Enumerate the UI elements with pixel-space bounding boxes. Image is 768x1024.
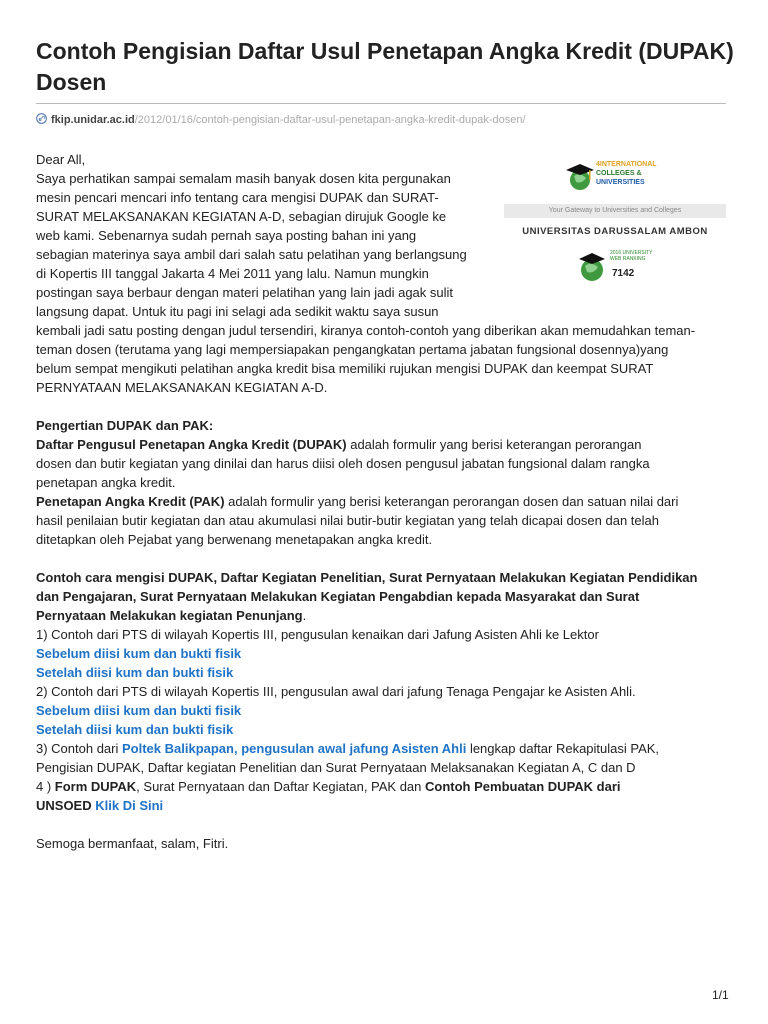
link-after-fill-2[interactable]: Setelah diisi kum dan bukti fisik [36, 722, 234, 737]
intro-line: SURAT MELAKSANAKAN KEGIATAN A-D, sebagian dirujuk Google ke [36, 209, 447, 224]
university-name: UNIVERSITAS DARUSSALAM AMBON [522, 226, 708, 237]
link-before-fill-1[interactable]: Sebelum diisi kum dan bukti fisik [36, 646, 242, 661]
intro-line: sebagian materinya saya ambil dari salah satu pelatihan yang berlangsung [36, 247, 467, 262]
source-path: /2012/01/16/contoh-pengisian-daftar-usul-penetapan-angka-kredit-dupak-dosen/ [134, 114, 526, 126]
example-item-1: 1) Contoh dari PTS di wilayah Kopertis III, pengusulan kenaikan dari Jafung Asisten Ahli ke Lektor [36, 627, 599, 642]
intro-line: postingan saya berbaur dengan materi pelatihan yang lain jadi agak sulit [36, 285, 454, 300]
example-item-4: 4 ) Form DUPAK, Surat Pernyataan dan Daftar Kegiatan, PAK dan Contoh Pembuatan DUPAK dari [36, 779, 621, 794]
intro-line: mesin pencari mencari info tentang cara mengisi DUPAK dan SURAT- [36, 190, 439, 205]
dupak-definition-line: penetapan angka kredit. [36, 475, 176, 490]
title-divider [36, 103, 726, 104]
intro-line: teman dosen (terutama yang lagi mempersiapakan pengangkatan pertama jabatan fungsional dosennya)yang [36, 342, 669, 357]
example-item-2: 2) Contoh dari PTS di wilayah Kopertis III, pengusulan awal dari jafung Tenaga Pengajar ke Asisten Ahli. [36, 684, 636, 699]
link-before-fill-2[interactable]: Sebelum diisi kum dan bukti fisik [36, 703, 242, 718]
article-body [36, 150, 736, 853]
examples-heading: Pernyataan Melakukan kegiatan Penunjang. [36, 608, 307, 623]
banner-tagline: Your Gateway to Universities and Colleges [504, 204, 726, 218]
intro-line: belum sempat mengikuti pelatihan angka kredit bisa memiliki rujukan mengisi DUPAK dan keempat SURAT [36, 361, 654, 376]
link-icon [36, 113, 47, 124]
page-title: Contoh Pengisian Daftar Usul Penetapan Angka Kredit (DUPAK) Dosen [36, 38, 734, 95]
link-klik-di-sini[interactable]: Klik Di Sini [95, 798, 164, 813]
pak-definition-line: hasil penilaian butir kegiatan dan atau akumulasi nilai butir-butir kegiatan yang telah dicapai dosen dan telah [36, 513, 659, 528]
rank-label-1: 2016 UNIVERSITY [610, 250, 653, 256]
intro-line: web kami. Sebenarnya sudah pernah saya posting bahan ini yang [36, 228, 417, 243]
intro-line: di Kopertis III tanggal Jakarta 4 Mei 2011 yang lalu. Namun mungkin [36, 266, 429, 281]
brand-text: 4INTERNATIONAL COLLEGES & UNIVERSITIES [596, 161, 657, 186]
dupak-definition-line: dosen dan butir kegiatan yang dinilai dan harus diisi oleh dosen pengusul jabatan fungsional dalam rangka [36, 456, 650, 471]
pak-definition-line: ditetapkan oleh Pejabat yang berwenang menetapakan angka kredit. [36, 532, 433, 547]
source-domain: fkip.unidar.ac.id [51, 114, 135, 126]
intro-line: kembali jadi satu posting dengan judul tersendiri, kiranya contoh-contoh yang diberikan akan memudahkan teman- [36, 323, 696, 338]
link-poltek-balikpapan[interactable]: Poltek Balikpapan, pengusulan awal jafung Asisten Ahli [122, 741, 467, 756]
examples-heading: Contoh cara mengisi DUPAK, Daftar Kegiatan Penelitian, Surat Pernyataan Melakukan Kegiatan Pendidikan [36, 570, 698, 585]
greeting: Dear All, [36, 152, 86, 167]
examples-heading: dan Pengajaran, Surat Pernyataan Melakukan Kegiatan Pengabdian kepada Masyarakat dan Surat [36, 589, 640, 604]
form-dupak-text: Form DUPAK [54, 779, 137, 794]
link-after-fill-1[interactable]: Setelah diisi kum dan bukti fisik [36, 665, 234, 680]
pak-definition: Penetapan Angka Kredit (PAK) adalah formulir yang berisi keterangan perorangan dosen dan satuan nilai dari [36, 494, 679, 509]
closing-text: Semoga bermanfaat, salam, Fitri. [36, 836, 229, 851]
rank-label-2: WEB RANKING [610, 256, 646, 262]
rank-number: 7142 [612, 268, 635, 279]
intro-line: langsung dapat. Untuk itu pagi ini selagi ada sedikit waktu saya susun [36, 304, 439, 319]
example-item-3-line: Pengisian DUPAK, Daftar kegiatan Penelitian dan Surat Pernyataan Melaksanakan Kegiatan A, C dan D [36, 760, 636, 775]
example-item-3: 3) Contoh dari Poltek Balikpapan, pengusulan awal jafung Asisten Ahli lengkap daftar Rekapitulasi PAK, [36, 741, 660, 756]
dupak-term: Daftar Pengusul Penetapan Angka Kredit (DUPAK) [36, 437, 347, 452]
example-item-4-line: UNSOED Klik Di Sini [36, 798, 164, 813]
dupak-definition: Daftar Pengusul Penetapan Angka Kredit (DUPAK) adalah formulir yang berisi keterangan perorangan [36, 437, 642, 452]
source-url[interactable] [36, 113, 526, 126]
pak-term: Penetapan Angka Kredit (PAK) [36, 494, 225, 509]
page-number: 1/1 [712, 988, 729, 1002]
intro-line: Saya perhatikan sampai semalam masih banyak dosen kita pergunakan [36, 171, 451, 186]
intro-line: PERNYATAAN MELAKSANAKAN KEGIATAN A-D. [36, 380, 328, 395]
definitions-heading: Pengertian DUPAK dan PAK: [36, 418, 214, 433]
